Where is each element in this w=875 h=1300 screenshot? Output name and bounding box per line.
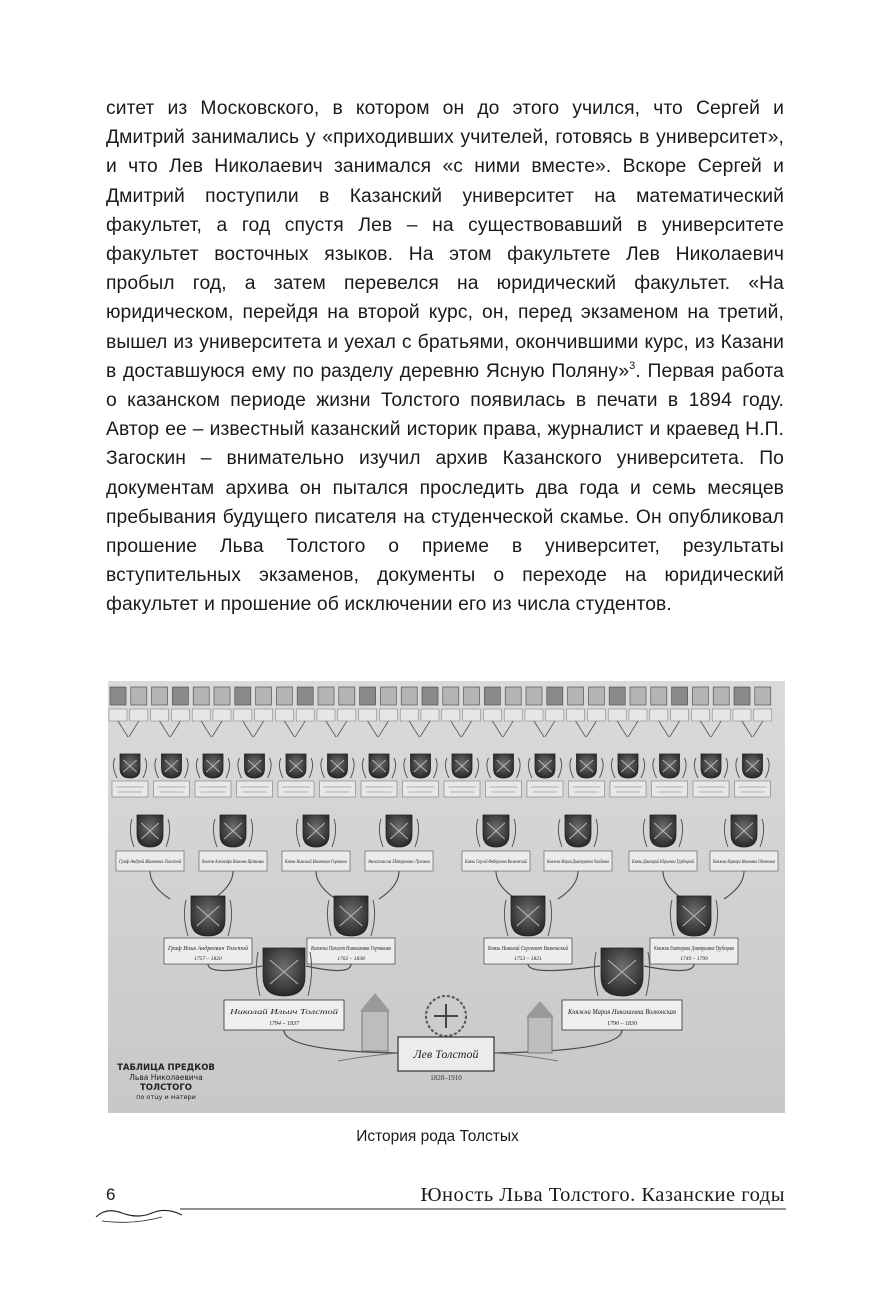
great-grandparent-name: Князь Сергей Федорович Волконский <box>465 860 541 865</box>
grandparent-years: 1749 – 1799 <box>680 956 708 962</box>
great-grandparent-name: Князь Дмитрий Юрьевич Трубецкой <box>632 860 706 865</box>
great-grandparent-name: Граф Андрей Иванович Толстой <box>119 860 185 865</box>
figure-title-line-4: по отцу и матери <box>136 1093 196 1101</box>
grandparent-name: Княжна Пелагея Николаевна Горчакова <box>310 946 391 952</box>
grandparent-name: Граф Илья Андреевич Толстой <box>168 946 247 952</box>
figure-title-line-2: Льва Николаевича <box>129 1073 203 1082</box>
grandparent-name: Князь Николай Сергеевич Волконский <box>488 946 584 952</box>
body-paragraph-part1: ситет из Московского, в котором он до этого учился, что Сергей и Дмитрий занимались у «приходивших учителей, готовясь в университет», и что Лев Николаевич занимался «с ними вместе». Вскоре Сергей и Дмитрий поступили в Казанский университет на математический факультет, а год спустя Лев – на существовавший в университете факультет восточных языков. На этом факультете Лев Николаевич пробыл год, а затем перевелся на юридический факультет. «На юридическом, перейдя на второй курс, он, перед экзаменом на третий, вышел из университета и уехал с братьями, окончившими курс, из Казани в доставшуюся ему по разделу деревню Ясную Поляну» <box>106 98 784 382</box>
great-grandparent-name: Княжна Варвара Ивановна Одоевская <box>712 860 776 865</box>
footer-flourish-rule <box>92 1203 792 1229</box>
grandparent-years: 1757 – 1820 <box>194 956 222 962</box>
grandparent-years: 1753 – 1821 <box>514 956 542 962</box>
body-paragraph-part2: . Первая работа о казанском периоде жизни Толстого появилась в печати в 1894 году. Автор ее – известный казанский историк права, журналист и краевед Н.П. Загоскин – внимательно изучил архив Казанского университета. По документам архива он пытался проследить два года и семь месяцев пребывания будущего писателя на студенческой скамье. Он опубликовал прошение Льва Толстого о приеме в университет, результаты вступительных экзаменов, документы о переходе на юридический факультет и прошение об исключении его из числа студентов. <box>106 360 785 616</box>
great-grandparent-name: Княжна Александра Ивановна Щетинина <box>201 860 265 865</box>
page-number: 6 <box>106 1185 116 1204</box>
great-grandparent-name: Анастасия Петровна Лукина <box>366 860 431 865</box>
figure-title-line-1: ТАБЛИЦА ПРЕДКОВ <box>117 1063 215 1073</box>
great-grandparent-name: Княжна Мария Дмитриевна Чаадаева <box>546 860 610 865</box>
figure-caption: История рода Толстых <box>356 1128 519 1145</box>
central-name: Лев Толстой <box>413 1047 479 1061</box>
central-years: 1828–1910 <box>430 1074 462 1082</box>
body-text <box>106 94 784 620</box>
parent-years: 1790 – 1830 <box>607 1021 637 1027</box>
figure-title-line-3: ТОЛСТОГО <box>140 1083 192 1093</box>
parent-name: Николай Ильич Толстой <box>228 1007 339 1016</box>
running-title: Юность Льва Толстого. Казанские годы <box>420 1184 785 1206</box>
parent-years: 1794 – 1837 <box>269 1021 299 1027</box>
family-tree-figure <box>108 681 785 1113</box>
parent-name: Княжна Мария Николаевна Волконская <box>567 1007 677 1016</box>
grandparent-years: 1762 – 1838 <box>337 956 365 962</box>
footnote-reference[interactable]: 3 <box>629 359 636 372</box>
grandparent-name: Княжна Екатерина Дмитриевна Трубецкая <box>654 946 767 952</box>
family-tree-drawing <box>108 681 785 1113</box>
great-grandparent-name: Князь Николай Иванович Горчаков <box>285 860 356 865</box>
